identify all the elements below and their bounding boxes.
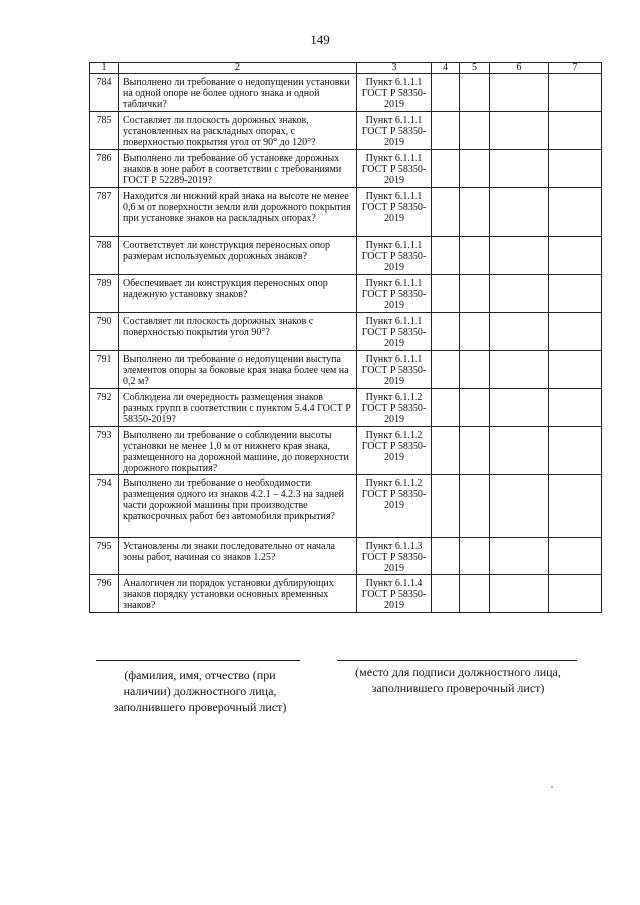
legal-reference: Пункт 6.1.1.1 ГОСТ Р 58350-2019 [357,74,432,112]
legal-reference: Пункт 6.1.1.1 ГОСТ Р 58350-2019 [357,275,432,313]
requirement-question: Соблюдена ли очередность размещения знаков разных групп в соответствии с пунктом 5.4.4 ГОСТ Р 58350-2019? [119,389,357,427]
answer-yes-cell[interactable] [432,427,460,475]
note-cell[interactable] [549,275,602,313]
not-applicable-cell[interactable] [490,475,549,538]
note-cell[interactable] [549,475,602,538]
column-header-2: 2 [119,63,357,74]
answer-no-cell[interactable] [460,575,490,613]
legal-reference: Пункт 6.1.1.1 ГОСТ Р 58350-2019 [357,112,432,150]
note-cell[interactable] [549,427,602,475]
requirement-question: Обеспечивает ли конструкция переносных опор надежную установку знаков? [119,275,357,313]
note-cell[interactable] [549,188,602,237]
not-applicable-cell[interactable] [490,150,549,188]
answer-yes-cell[interactable] [432,389,460,427]
answer-no-cell[interactable] [460,74,490,112]
requirement-question: Установлены ли знаки последовательно от начала зоны работ, начиная со знаков 1.25? [119,538,357,575]
table-row [90,150,602,188]
table-row [90,74,602,112]
signature-caption: (место для подписи должностного лица, заполнившего проверочный лист) [355,665,561,695]
row-number: 790 [90,313,119,351]
answer-no-cell[interactable] [460,427,490,475]
answer-yes-cell[interactable] [432,575,460,613]
column-header-3: 3 [357,63,432,74]
table-row [90,575,602,613]
scan-speck [551,786,553,788]
legal-reference: Пункт 6.1.1.2 ГОСТ Р 58350-2019 [357,427,432,475]
not-applicable-cell[interactable] [490,575,549,613]
checklist-table [89,62,602,613]
requirement-question: Составляет ли плоскость дорожных знаков с поверхностью покрытия угол 90°? [119,313,357,351]
name-caption: (фамилия, имя, отчество (при наличии) должностного лица, заполнившего проверочный лист) [113,668,287,714]
legal-reference: Пункт 6.1.1.3 ГОСТ Р 58350-2019 [357,538,432,575]
row-number: 787 [90,188,119,237]
legal-reference: Пункт 6.1.1.4 ГОСТ Р 58350-2019 [357,575,432,613]
not-applicable-cell[interactable] [490,538,549,575]
requirement-question: Выполнено ли требование о соблюдении высоты установки не менее 1,0 м от нижнего края знака, размещенного на дорожной машине, до поверхности дорожного покрытия? [119,427,357,475]
not-applicable-cell[interactable] [490,427,549,475]
requirement-question: Выполнено ли требование о недопущении установки на одной опоре не более одного знака и одной таблички? [119,74,357,112]
column-header-1: 1 [90,63,119,74]
not-applicable-cell[interactable] [490,351,549,389]
legal-reference: Пункт 6.1.1.2 ГОСТ Р 58350-2019 [357,389,432,427]
requirement-question: Выполнено ли требование об установке дорожных знаков в зоне работ в соответствии с требованиями ГОСТ Р 52289-2019? [119,150,357,188]
note-cell[interactable] [549,112,602,150]
note-cell[interactable] [549,351,602,389]
note-cell[interactable] [549,389,602,427]
table-row [90,237,602,275]
table-row [90,475,602,538]
signature-line [337,660,577,661]
note-cell[interactable] [549,74,602,112]
table-row [90,188,602,237]
answer-no-cell[interactable] [460,389,490,427]
requirement-question: Выполнено ли требование о недопущении выступа элементов опоры за боковые края знака более чем на 0,2 м? [119,351,357,389]
table-row [90,389,602,427]
answer-yes-cell[interactable] [432,188,460,237]
requirement-question: Аналогичен ли порядок установки дублирующих знаков порядку установки основных временных знаков? [119,575,357,613]
answer-no-cell[interactable] [460,538,490,575]
name-signature-line [96,660,300,661]
not-applicable-cell[interactable] [490,313,549,351]
row-number: 794 [90,475,119,538]
note-cell[interactable] [549,538,602,575]
table-row [90,112,602,150]
row-number: 796 [90,575,119,613]
note-cell[interactable] [549,313,602,351]
answer-yes-cell[interactable] [432,475,460,538]
legal-reference: Пункт 6.1.1.1 ГОСТ Р 58350-2019 [357,313,432,351]
not-applicable-cell[interactable] [490,112,549,150]
requirement-question: Выполнено ли требование о необходимости размещения одного из знаков 4.2.1 – 4.2.3 на задней части дорожной машины при производстве краткосрочных работ без автомобиля прикрытия? [119,475,357,538]
table-row [90,538,602,575]
column-header-5: 5 [460,63,490,74]
page-number: 149 [310,32,330,47]
row-number: 793 [90,427,119,475]
answer-no-cell[interactable] [460,112,490,150]
not-applicable-cell[interactable] [490,188,549,237]
not-applicable-cell[interactable] [490,237,549,275]
row-number: 792 [90,389,119,427]
legal-reference: Пункт 6.1.1.1 ГОСТ Р 58350-2019 [357,351,432,389]
answer-no-cell[interactable] [460,475,490,538]
legal-reference: Пункт 6.1.1.1 ГОСТ Р 58350-2019 [357,150,432,188]
row-number: 789 [90,275,119,313]
answer-yes-cell[interactable] [432,351,460,389]
answer-yes-cell[interactable] [432,74,460,112]
legal-reference: Пункт 6.1.1.1 ГОСТ Р 58350-2019 [357,237,432,275]
column-header-4: 4 [432,63,460,74]
legal-reference: Пункт 6.1.1.2 ГОСТ Р 58350-2019 [357,475,432,538]
row-number: 786 [90,150,119,188]
answer-yes-cell[interactable] [432,150,460,188]
not-applicable-cell[interactable] [490,74,549,112]
answer-no-cell[interactable] [460,275,490,313]
answer-yes-cell[interactable] [432,112,460,150]
note-cell[interactable] [549,237,602,275]
column-header-7: 7 [549,63,602,74]
answer-yes-cell[interactable] [432,275,460,313]
answer-yes-cell[interactable] [432,313,460,351]
row-number: 795 [90,538,119,575]
table-row [90,275,602,313]
row-number: 788 [90,237,119,275]
answer-no-cell[interactable] [460,237,490,275]
column-header-6: 6 [490,63,549,74]
answer-no-cell[interactable] [460,351,490,389]
table-row [90,351,602,389]
answer-no-cell[interactable] [460,313,490,351]
answer-yes-cell[interactable] [432,538,460,575]
note-cell[interactable] [549,575,602,613]
table-row [90,427,602,475]
header-row [90,63,602,74]
row-number: 785 [90,112,119,150]
answer-yes-cell[interactable] [432,237,460,275]
row-number: 784 [90,74,119,112]
answer-no-cell[interactable] [460,188,490,237]
answer-no-cell[interactable] [460,150,490,188]
not-applicable-cell[interactable] [490,389,549,427]
note-cell[interactable] [549,150,602,188]
requirement-question: Соответствует ли конструкция переносных опор размерам используемых дорожных знаков? [119,237,357,275]
table-row [90,313,602,351]
legal-reference: Пункт 6.1.1.1 ГОСТ Р 58350-2019 [357,188,432,237]
not-applicable-cell[interactable] [490,275,549,313]
row-number: 791 [90,351,119,389]
requirement-question: Находится ли нижний край знака на высоте не менее 0,6 м от поверхности земли или дорожного покрытия при установке знаков на раскладных опорах? [119,188,357,237]
requirement-question: Составляет ли плоскость дорожных знаков, установленных на раскладных опорах, с поверхностью покрытия угол от 90° до 120°? [119,112,357,150]
